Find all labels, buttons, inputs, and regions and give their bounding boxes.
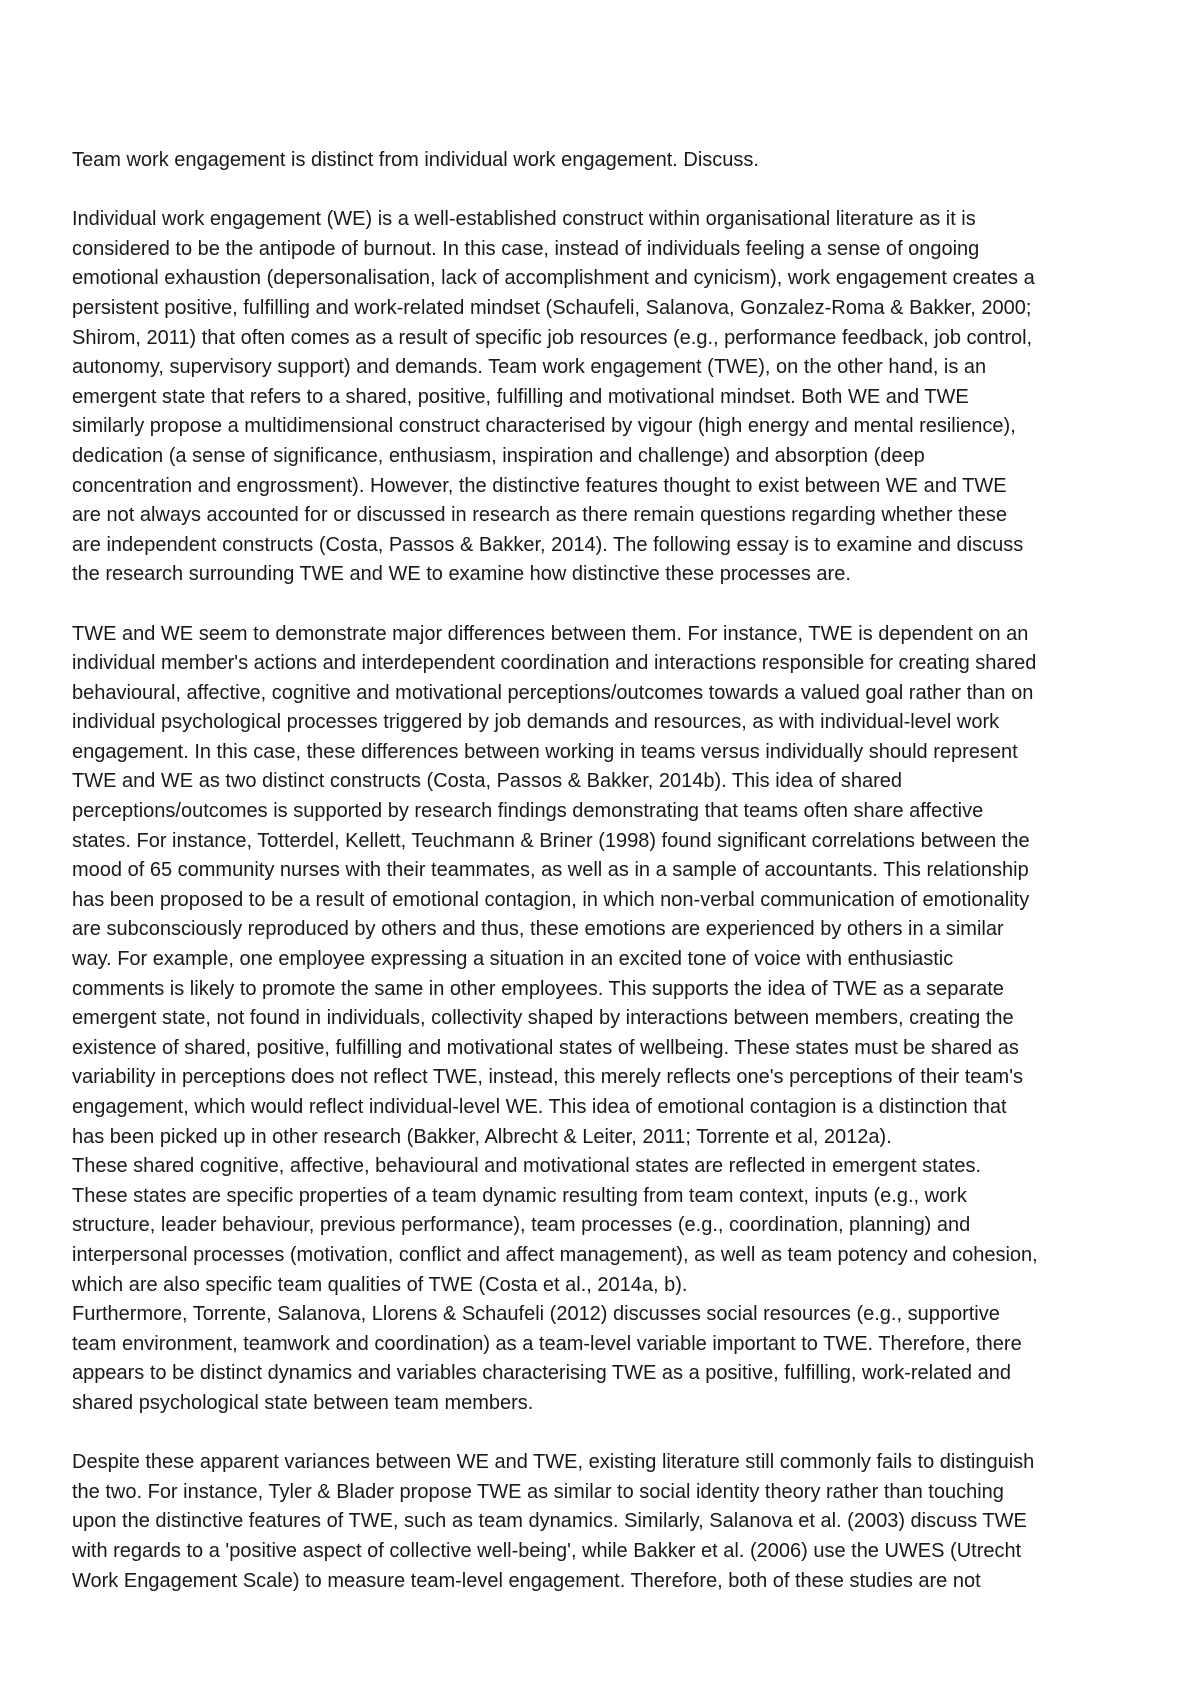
paragraph-social-resources: Furthermore, Torrente, Salanova, Llorens & Schaufeli (2012) discusses social resources (e.g., supportive team environment, teamwork and coordination) as a team-level variable important to TWE. Therefore, there appears to be distinct dynamics and variables characterising TWE as a positive, fulfilling, work-related and shared psychological state between team members. (72, 1303, 1022, 1414)
paragraph-differences: TWE and WE seem to demonstrate major differences between them. For instance, TWE is dependent on an individual member's actions and interdependent coordination and interactions responsible for creating shared behavioural, affective, cognitive and motivational perceptions/outcomes towards a valued goal rather than on individual psychological processes triggered by job demands and resources, as with individual-level work engagement. In this case, these differences between working in teams versus individually should represent TWE and WE as two distinct constructs (Costa, Passos & Bakker, 2014b). This idea of shared perceptions/outcomes is supported by research findings demonstrating that teams often share affective states. For instance, Totterdel, Kellett, Teuchmann & Briner (1998) found significant correlations between the mood of 65 community nurses with their teammates, as well as in a sample of accountants. This relationship has been proposed to be a result of emotional contagion, in which non-verbal communication of emotionality are subconsciously reproduced by others and thus, these emotions are experienced by others in a similar way. For example, one employee expressing a situation in an excited tone of voice with enthusiastic comments is likely to promote the same in other employees. This supports the idea of TWE as a separate emergent state, not found in individuals, collectivity shaped by interactions between members, creating the existence of shared, positive, fulfilling and motivational states of wellbeing. These states must be shared as variability in perceptions does not reflect TWE, instead, this merely reflects one's perceptions of their team's engagement, which would reflect individual-level WE. This idea of emotional contagion is a distinction that has been picked up in other research (Bakker, Albrecht & Leiter, 2011; Torrente et al, 2012a). (72, 622, 1037, 1148)
document-body (72, 146, 1152, 1596)
paragraph-introduction: Individual work engagement (WE) is a well-established construct within organisational literature as it is considered to be the antipode of burnout. In this case, instead of individuals feeling a sense of ongoing emotional exhaustion (depersonalisation, lack of accomplishment and cynicism), work engagement creates a persistent positive, fulfilling and work-related mindset (Schaufeli, Salanova, Gonzalez-Roma & Bakker, 2000; Shirom, 2011) that often comes as a result of specific job resources (e.g., performance feedback, job control, autonomy, supervisory support) and demands. Team work engagement (TWE), on the other hand, is an emergent state that refers to a shared, positive, fulfilling and motivational mindset. Both WE and TWE similarly propose a multidimensional construct characterised by vigour (high energy and mental resilience), dedication (a sense of significance, enthusiasm, inspiration and challenge) and absorption (deep concentration and engrossment). However, the distinctive features thought to exist between WE and TWE are not always accounted for or discussed in research as there remain questions regarding whether these are independent constructs (Costa, Passos & Bakker, 2014). The following essay is to examine and discuss the research surrounding TWE and WE to examine how distinctive these processes are. (72, 208, 1035, 586)
paragraph-emergent-states: These shared cognitive, affective, behavioural and motivational states are reflected in emergent states. These states are specific properties of a team dynamic resulting from team context, inputs (e.g., work structure, leader behaviour, previous performance), team processes (e.g., coordination, planning) and interpersonal processes (motivation, conflict and affect management), as well as team potency and cohesion, which are also specific team qualities of TWE (Costa et al., 2014a, b). (72, 1155, 1038, 1296)
document-title: Team work engagement is distinct from individual work engagement. Discuss. (72, 149, 759, 171)
paragraph-literature-gap: Despite these apparent variances between WE and TWE, existing literature still commonly fails to distinguish the two. For instance, Tyler & Blader propose TWE as similar to social identity theory rather than touching upon the distinctive features of TWE, such as team dynamics. Similarly, Salanova et al. (2003) discuss TWE with regards to a 'positive aspect of collective well-being', while Bakker et al. (2006) use the UWES (Utrecht Work Engagement Scale) to measure team-level engagement. Therefore, both of these studies are not (72, 1451, 1035, 1592)
